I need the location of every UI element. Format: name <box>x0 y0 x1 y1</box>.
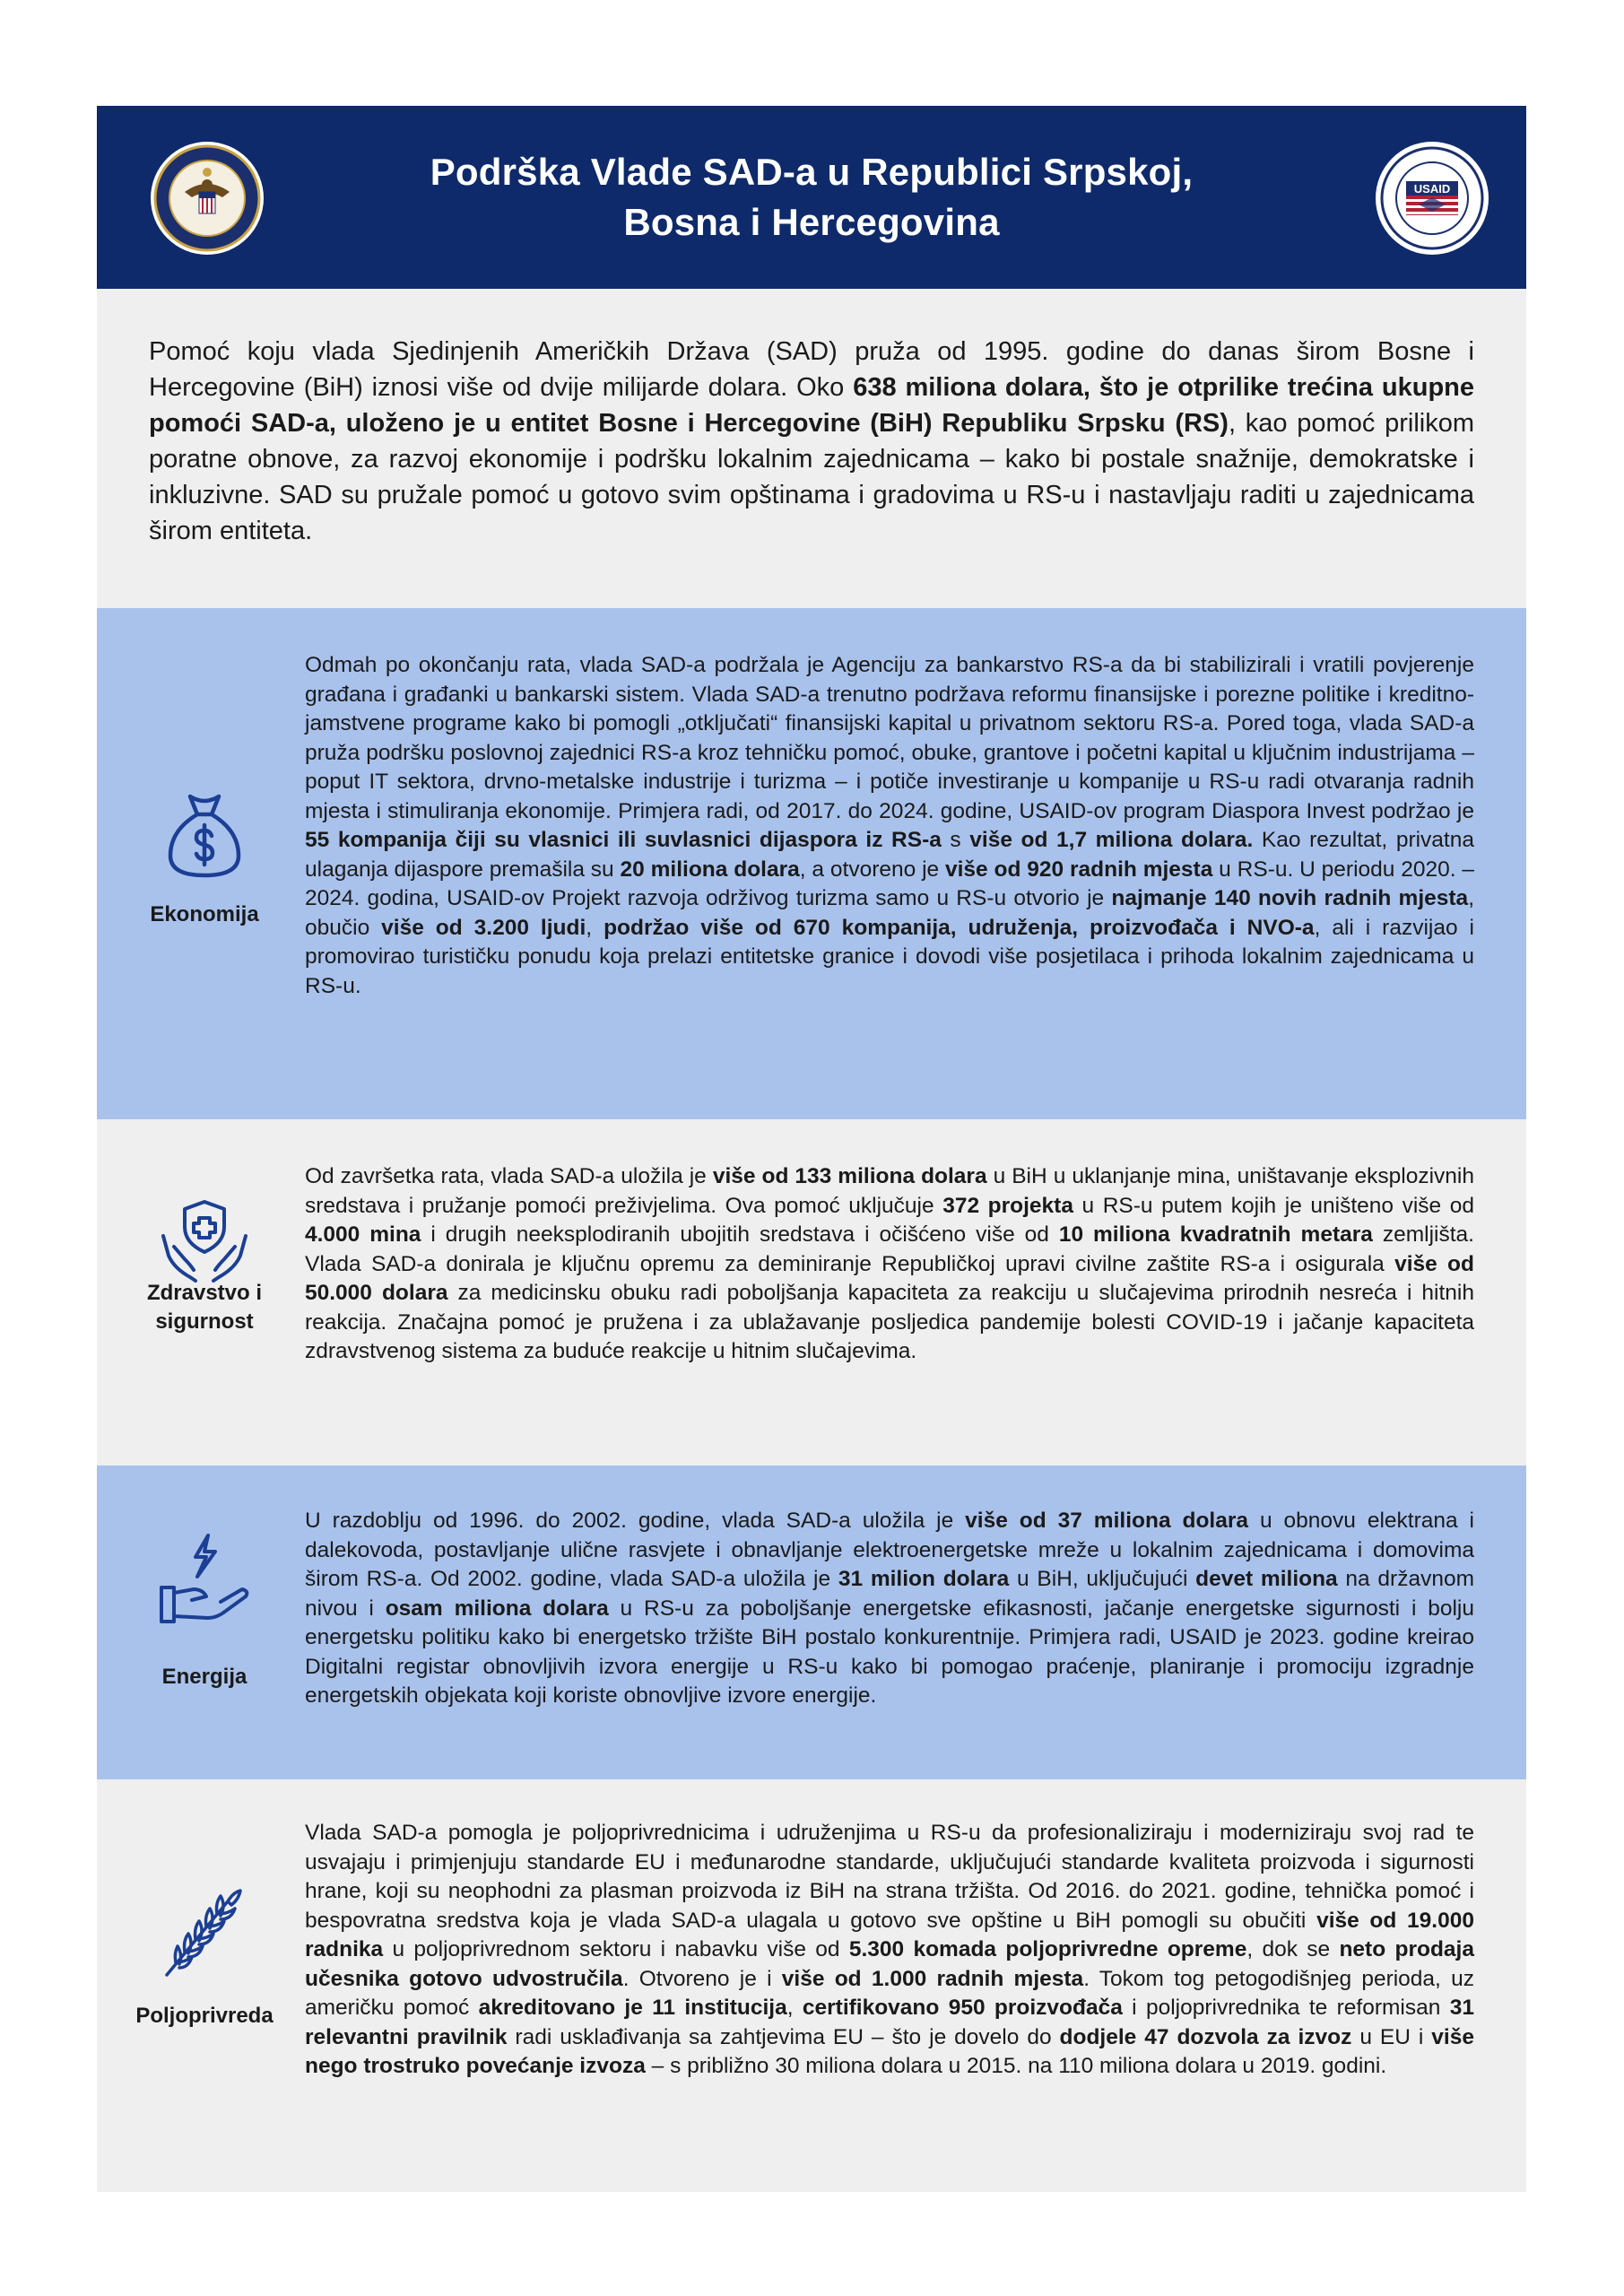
energija-paragraph: U razdoblju od 1996. do 2002. godine, vlada SAD-a uložila je više od 37 miliona dolara u obnovu elektrana i dalekovoda, postavljanje ulične rasvjete i obnavljanje elektroenergetske mreže u lokalnim zajednicama i domovima širom RS-a. Od 2002. godine, vlada SAD-a uložila je 31 milion dolara u BiH, uključujući devet miliona na državnom nivou i osam miliona dolara u RS-u za poboljšanje energetske efikasnosti, jačanje energetske sigurnosti i bolju energetsku politiku kako bi energetsko tržište BiH postalo konkurentnije. Primjera radi, USAID je 2023. godine kreirao Digitalni registar obnovljivih izvora energije u RS-u kako bi pomogao praćenje, planiranje i promociju izgradnje energetskih objekata koji koriste obnovljive izvore energije. <box>305 1509 1474 1708</box>
section-label-energija: Energija <box>161 1665 248 1689</box>
wheat-icon <box>154 1883 255 1984</box>
poljoprivreda-paragraph: Vlada SAD-a pomogla je poljoprivrednicima i udruženjima u RS-u da profesionaliziraju i moderniziraju svoj rad te usvajaju i primjenjuju standarde EU i međunarodne standarde, uključujući standarde kvaliteta proizvoda i sigurnosti hrane, koji su neophodni za plasman proizvoda iz BiH na strana tržišta. Od 2016. do 2021. godine, tehnička pomoć i bespovratna sredstva koja je vlada SAD-a ulagala u gotovo sve opštine u BiH pomogli su obučiti više od 19.000 radnika u poljoprivrednom sektoru i nabavku više od 5.300 komada poljoprivredne opreme, dok se neto prodaja učesnika gotovo udvostručila. Otvoreno je i više od 1.000 radnih mjesta. Tokom tog petogodišnjeg perioda, uz američku pomoć akreditovano je 11 institucija, certifikovano 950 proizvođača i poljoprivrednika te reformisan 31 relevantni pravilnik radi usklađivanja sa zahtjevima EU – što je dovelo do dodjele 47 dozvola za izvoz u EU i više nego trostruko povećanje izvoza – s približno 30 miliona dolara u 2015. na 110 miliona dolara u 2019. godini. <box>305 1821 1474 2078</box>
section-label-ekonomija: Ekonomija <box>150 902 259 926</box>
section-label-poljoprivreda: Poljoprivreda <box>135 2004 274 2028</box>
shield-hands-icon <box>154 1191 255 1292</box>
section-energija <box>97 1465 1526 1779</box>
section-zdravstvo-i-sigurnost <box>97 1119 1526 1465</box>
page-title <box>330 147 1293 248</box>
usaid-logo-icon <box>1374 140 1490 257</box>
title-line-1: Podrška Vlade SAD-a u Republici Srpskoj, <box>430 151 1194 193</box>
section-poljoprivreda <box>97 1779 1526 2192</box>
section-ekonomija <box>97 608 1526 1119</box>
intro-section <box>97 289 1526 608</box>
usaid-text: USAID <box>1413 182 1451 196</box>
fact-sheet <box>97 106 1526 2192</box>
money-bag-icon <box>154 784 255 884</box>
section-label-zdravstvo: Zdravstvo i sigurnost <box>146 1281 263 1334</box>
intro-paragraph: Pomoć koju vlada Sjedinjenih Američkih Država (SAD) pruža od 1995. godine do danas širom Bosne i Hercegovine (BiH) iznosi više od dvije milijarde dolara. Oko 638 miliona dolara, što je otprilike trećina ukupne pomoći SAD-a, uloženo je u entitet Bosne i Hercegovine (BiH) Republiku Srpsku (RS), kao pomoć prilikom poratne obnove, za razvoj ekonomije i podršku lokalnim zajednicama – kako bi postale snažnije, demokratske i inkluzivne. SAD su pružale pomoć u gotovo svim opštinama i gradovima u RS-u i nastavljaju raditi u zajednicama širom entiteta. <box>149 337 1474 545</box>
title-line-2: Bosna i Hercegovina <box>623 201 1000 243</box>
ekonomija-paragraph: Odmah po okončanju rata, vlada SAD-a podržala je Agenciju za bankarstvo RS-a da bi stabilizirali i vratili povjerenje građana i građanki u bankarski sistem. Vlada SAD-a trenutno podržava reformu finansijske i porezne politike i kreditno-jamstvene programe kako bi pomogli „otključati“ finansijski kapital u privatnom sektoru RS-a. Pored toga, vlada SAD-a pruža podršku poslovnoj zajednici RS-a kroz tehničku pomoć, obuke, grantove i početni kapital u ključnim industrijama – poput IT sektora, drvno-metalske industrije i turizma – i potiče investiranje u kompanije u RS-u radi otvaranja radnih mjesta i stimuliranja ekonomije. Primjera radi, od 2017. do 2024. godine, USAID-ov program Diaspora Invest podržao je 55 kompanija čiji su vlasnici ili suvlasnici dijaspora iz RS-a s više od 1,7 miliona dolara. Kao rezultat, privatna ulaganja dijaspore premašila su 20 miliona dolara, a otvoreno je više od 920 radnih mjesta u RS-u. U periodu 2020. – 2024. godina, USAID-ov Projekt razvoja održivog turizma samo u RS-u otvorio je najmanje 140 novih radnih mjesta, obučio više od 3.200 ljudi, podržao više od 670 kompanija, udruženja, proizvođača i NVO-a, ali i razvijao i promovirao turističku ponudu koja prelazi entitetske granice i dovodi više posjetilaca i prihoda lokalnim zajednicama u RS-u. <box>305 653 1475 998</box>
department-of-state-seal-icon <box>149 140 265 257</box>
lightning-hand-icon <box>154 1530 255 1631</box>
zdravstvo-paragraph: Od završetka rata, vlada SAD-a uložila je više od 133 miliona dolara u BiH u uklanjanje mina, uništavanje eksplozivnih sredstava i pružanje pomoći preživjelima. Ova pomoć uključuje 372 projekta u RS-u putem kojih je uništeno više od 4.000 mina i drugih neeksplodiranih ubojitih sredstava i očišćeno više od 10 miliona kvadratnih metara zemljišta. Vlada SAD-a donirala je ključnu opremu za deminiranje Republičkoj upravi civilne zaštite RS-a i osigurala više od 50.000 dolara za medicinsku obuku radi poboljšanja kapaciteta za reakciju u slučajevima prirodnih nesreća i hitnih reakcija. Značajna pomoć je pružena i za ublažavanje posljedica pandemije bolesti COVID-19 i jačanje kapaciteta zdravstvenog sistema za buduće reakcije u hitnim slučajevima. <box>305 1164 1474 1363</box>
header-banner <box>97 106 1526 289</box>
